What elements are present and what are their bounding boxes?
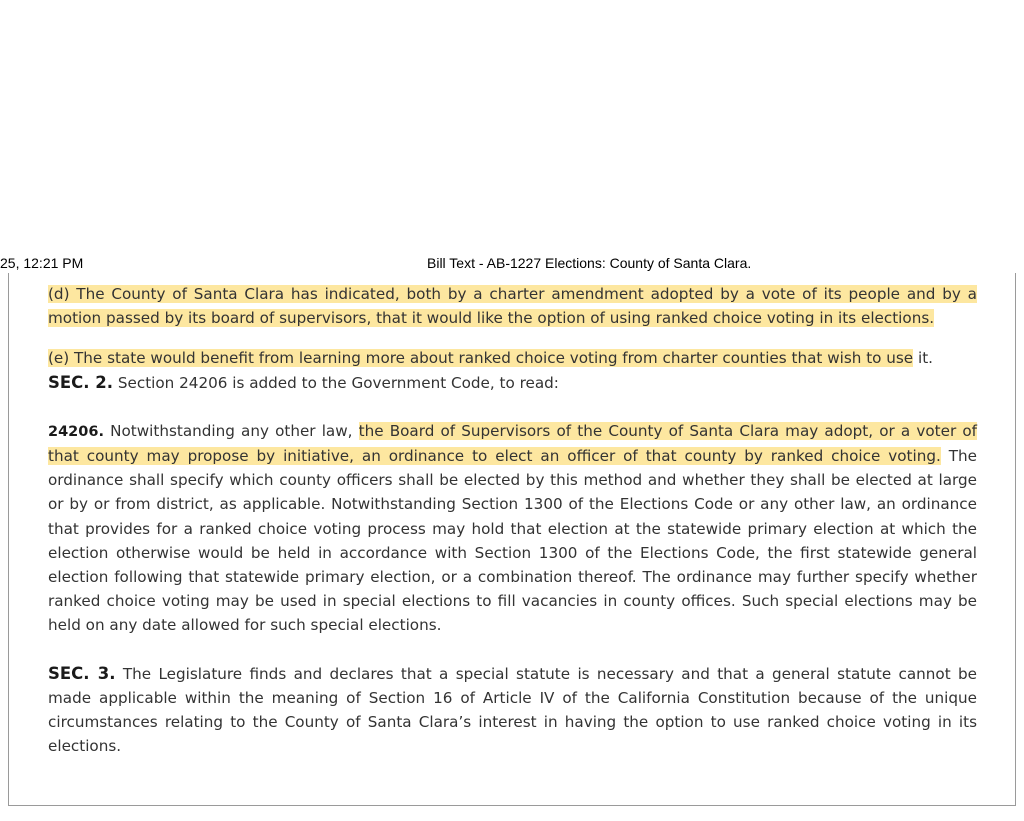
highlight-e: (e) The state would benefit from learning more about ranked choice voting from charter counties that wish to use (48, 349, 914, 368)
print-header (0, 255, 1024, 273)
section-24206 (48, 419, 977, 638)
print-timestamp: 25, 12:21 PM (0, 255, 84, 271)
section-2 (48, 371, 977, 395)
section-3 (48, 662, 977, 759)
section-2-text: Section 24206 is added to the Government Code, to read: (113, 373, 559, 392)
section-24206-rest: The ordinance shall specify which county officers shall be elected by this method and whether they shall be elected at large or by or from district, as applicable. Notwithstanding Section 1300 of the Elections Code or any other law, an ordinance that provides for a ranked choice voting process may hold that election at the statewide primary election at which the election otherwise would be held in accordance with Section 1300 of the Elections Code, the first statewide general election following that statewide primary election, or a combination thereof. The ordinance may further specify whether ranked choice voting may be used in special elections to fill vacancies in county offices. Such special elections may be held on any date allowed for such special elections. (48, 447, 977, 635)
section-2-label: SEC. 2. (48, 372, 114, 392)
bill-content (48, 282, 977, 758)
section-24206-lead: Notwithstanding any other law, (103, 421, 359, 440)
paragraph-e (48, 346, 977, 370)
paragraph-d (48, 282, 977, 330)
section-24206-number: 24206. (48, 423, 104, 440)
section-3-text: The Legislature finds and declares that a special statute is necessary and that a general statute cannot be made applicable within the meaning of Section 16 of Article IV of the California Constitution because of the unique circumstances relating to the County of Santa Clara’s interest in having the option to use ranked choice voting in its elections. (48, 664, 977, 756)
highlight-24206: the Board of Supervisors of the County of Santa Clara may adopt, or a voter of that county may propose by initiative, an ordinance to elect an officer of that county by ranked choice voting. (48, 421, 977, 466)
section-3-label: SEC. 3. (48, 663, 116, 683)
paragraph-e-rest: it. (913, 349, 933, 368)
document-title: Bill Text - AB-1227 Elections: County of Santa Clara. (427, 255, 752, 271)
highlight-d: (d) The County of Santa Clara has indicated, both by a charter amendment adopted by a vote of its people and by a motion passed by its board of supervisors, that it would like the option of using ranked choice voting in its elections. (48, 285, 977, 328)
